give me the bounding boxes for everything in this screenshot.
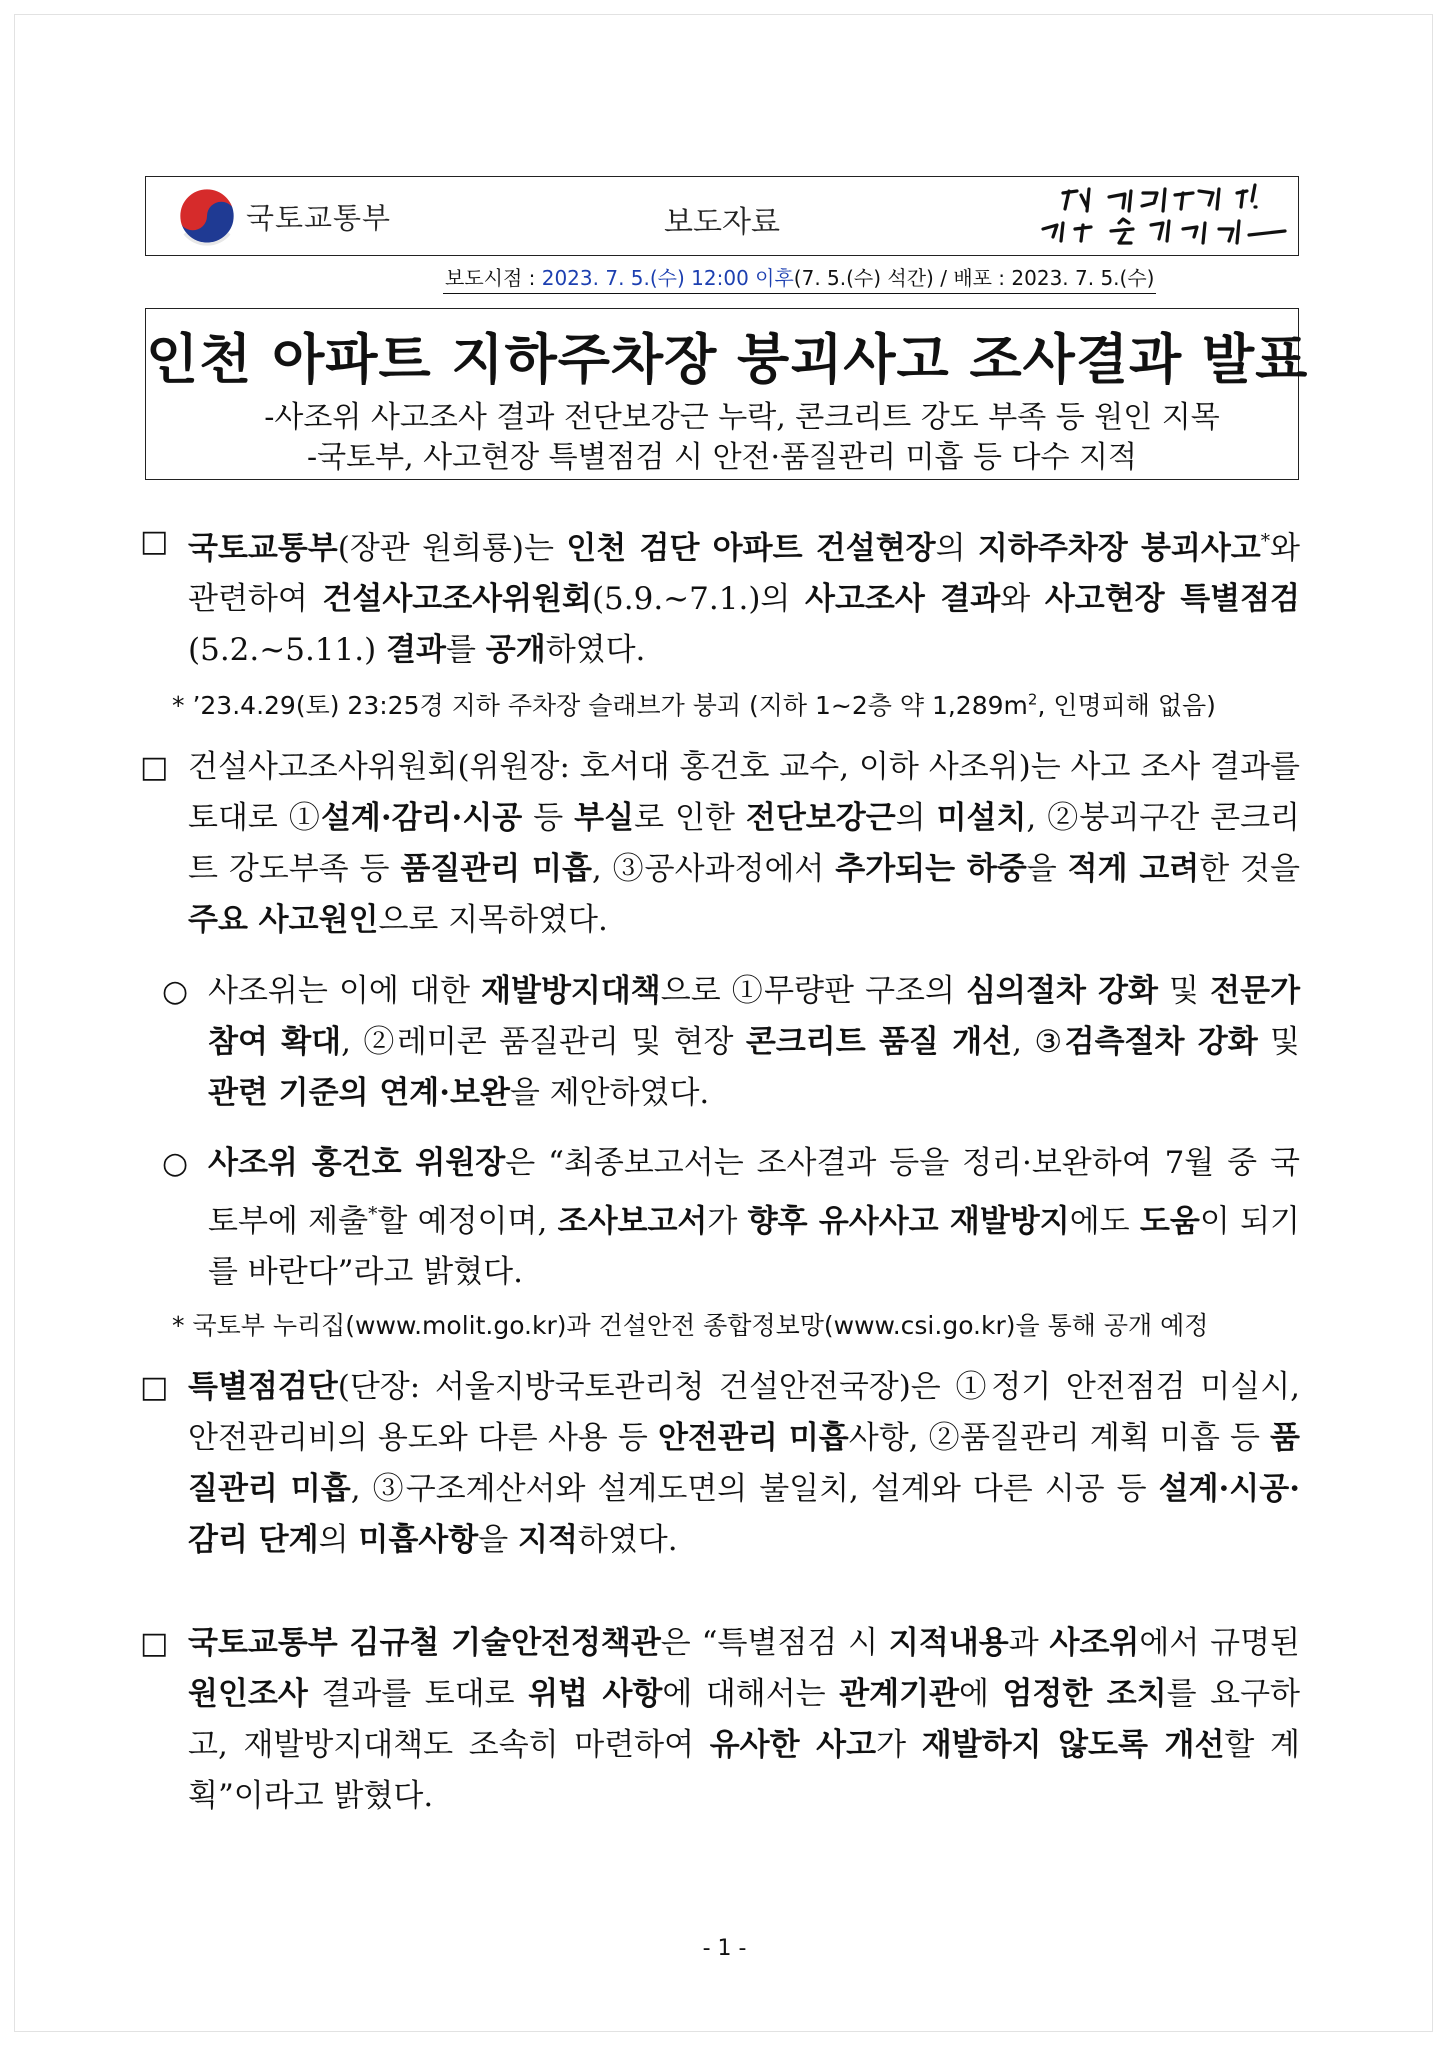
paragraph-1 (140, 516, 1300, 676)
title-box (145, 308, 1309, 480)
paragraph-5 (140, 1362, 1300, 1566)
paragraph-3-text: 사조위는 이에 대한 재발방지대책으로 ①무량판 구조의 심의절차 강화 및 전문가 참여 확대, ②레미콘 품질관리 및 현장 콘크리트 품질 개선, ③검측절차 강화 및 관련 기준의 연계·보완을 제안하였다. (208, 973, 1301, 1111)
slogan-handwriting (1023, 181, 1288, 251)
paragraph-4-text: 사조위 홍건호 위원장은 “최종보고서는 조사결과 등을 정리·보완하여 7월 중 국토부에 제출*할 예정이며, 조사보고서가 향후 유사사고 재발방지에도 도움이 되기를 바란다”라고 밝혔다. (208, 1145, 1301, 1291)
main-title: 인천 아파트 지하주차장 붕괴사고 조사결과 발표 (146, 328, 1309, 391)
checkbox-bullet-icon: □ (140, 1370, 169, 1405)
paragraph-6 (140, 1618, 1300, 1822)
checkbox-bullet-icon: □ (140, 750, 169, 785)
subtitle-2: -국토부, 사고현장 특별점검 시 안전·품질관리 미흡 등 다수 지적 (307, 440, 1137, 475)
release-info (443, 262, 1156, 294)
release-evening: (7. 5.(수) 석간) (793, 266, 934, 290)
page-number: - 1 - (702, 1936, 747, 1961)
doc-type: 보도자료 (664, 205, 780, 240)
footnote-2: * 국토부 누리집(www.molit.go.kr)과 건설안전 종합정보망(www.csi.go.kr)을 통해 공개 예정 (172, 1311, 1209, 1340)
distribution-date: / 배포 : 2023. 7. 5.(수) (933, 266, 1155, 290)
release-time: 2023. 7. 5.(수) 12:00 이후 (541, 266, 794, 290)
paragraph-2-text: 건설사고조사위원회(위원장: 호서대 홍건호 교수, 이하 사조위)는 사고 조사 결과를 토대로 ①설계·감리·시공 등 부실로 인한 전단보강근의 미설치, ②붕괴구간 콘크리트 강도부족 등 품질관리 미흡, ③공사과정에서 추가되는 하중을 적게 고려한 것을 주요 사고원인으로 지목하였다. (188, 749, 1301, 938)
circle-bullet-icon: ○ (162, 974, 189, 1009)
paragraph-2 (140, 742, 1300, 946)
paragraph-3 (140, 966, 1300, 1119)
footnote-1: * ’23.4.29(토) 23:25경 지하 주차장 슬래브가 붕괴 (지하 1~2층 약 $1,289m^2$, 인명피해 없음) (172, 690, 1216, 720)
press-header (145, 176, 1299, 256)
ministry-name: 국토교통부 (246, 200, 392, 235)
paragraph-1-text: 국토교통부(장관 원희룡)는 인천 검단 아파트 건설현장의 지하주차장 붕괴사고*와 관련하여 건설사고조사위원회(5.9.~7.1.)의 사고조사 결과와 사고현장 특별점검(5.2.~5.11.) 결과를 공개하였다. (188, 530, 1300, 669)
release-label: 보도시점 : (445, 266, 542, 290)
checkbox-bullet-icon: □ (140, 1626, 169, 1661)
circle-bullet-icon: ○ (162, 1146, 189, 1181)
paragraph-6-text: 국토교통부 김규철 기술안전정책관은 “특별점검 시 지적내용과 사조위에서 규명된 원인조사 결과를 토대로 위법 사항에 대해서는 관계기관에 엄정한 조치를 요구하고, 재발방지대책도 조속히 마련하여 유사한 사고가 재발하지 않도록 개선할 계획”이라고 밝혔다. (188, 1625, 1300, 1814)
paragraph-5-text: 특별점검단(단장: 서울지방국토관리청 건설안전국장)은 ①정기 안전점검 미실시, 안전관리비의 용도와 다른 사용 등 안전관리 미흡사항, ②품질관리 계획 미흡 등 품질관리 미흡, ③구조계산서와 설계도면의 불일치, 설계와 다른 시공 등 설계·시공·감리 단계의 미흡사항을 지적하였다. (188, 1369, 1300, 1558)
checkbox-bullet-icon: □ (140, 524, 169, 559)
subtitle-1: -사조위 사고조사 결과 전단보강근 누락, 콘크리트 강도 부족 등 원인 지목 (264, 400, 1220, 435)
paragraph-4 (140, 1138, 1300, 1298)
